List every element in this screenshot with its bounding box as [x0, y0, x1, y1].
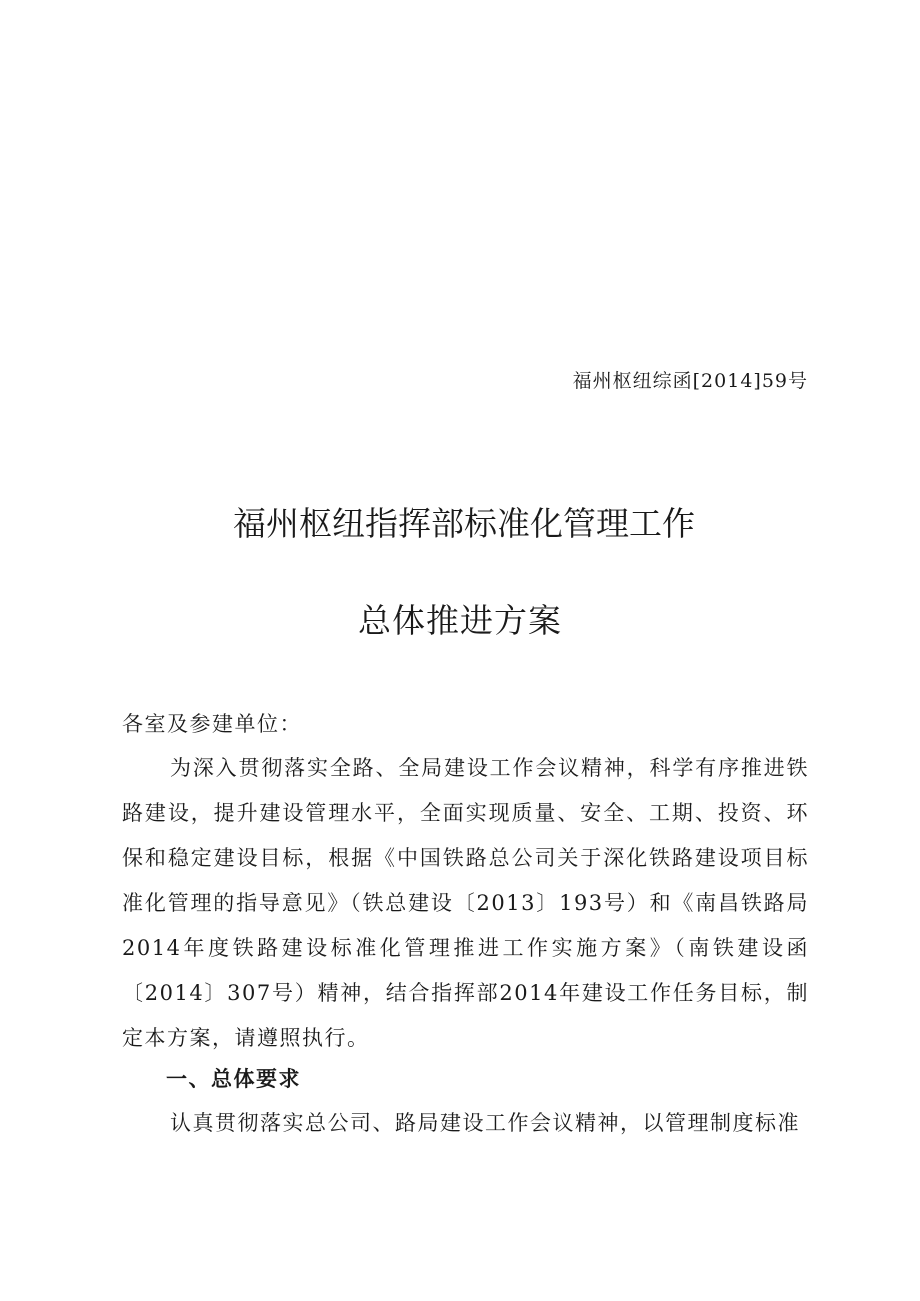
section-heading-1: 一、总体要求 [166, 1067, 301, 1091]
body-paragraph-1: 为深入贯彻落实全路、全局建设工作会议精神，科学有序推进铁路建设，提升建设管理水平，全面实现质量、安全、工期、投资、环保和稳定建设目标，根据《中国铁路总公司关于深化铁路建设项目标准化管理的指导意见》（铁总建设〔2013〕193号）和《南昌铁路局2014年度铁路建设标准化管理推进工作实施方案》（南铁建设函〔2014〕307号）精神，结合指挥部2014年建设工作任务目标，制定本方案，请遵照执行。 [122, 756, 809, 1050]
document-number: 福州枢纽综函[2014]59号 [572, 370, 808, 392]
salutation: 各室及参建单位： [122, 712, 302, 736]
document-title-line-2: 总体推进方案 [358, 601, 562, 640]
body-paragraph-2: 认真贯彻落实总公司、路局建设工作会议精神，以管理制度标准 [170, 1111, 800, 1135]
document-title-line-1: 福州枢纽指挥部标准化管理工作 [233, 504, 695, 543]
